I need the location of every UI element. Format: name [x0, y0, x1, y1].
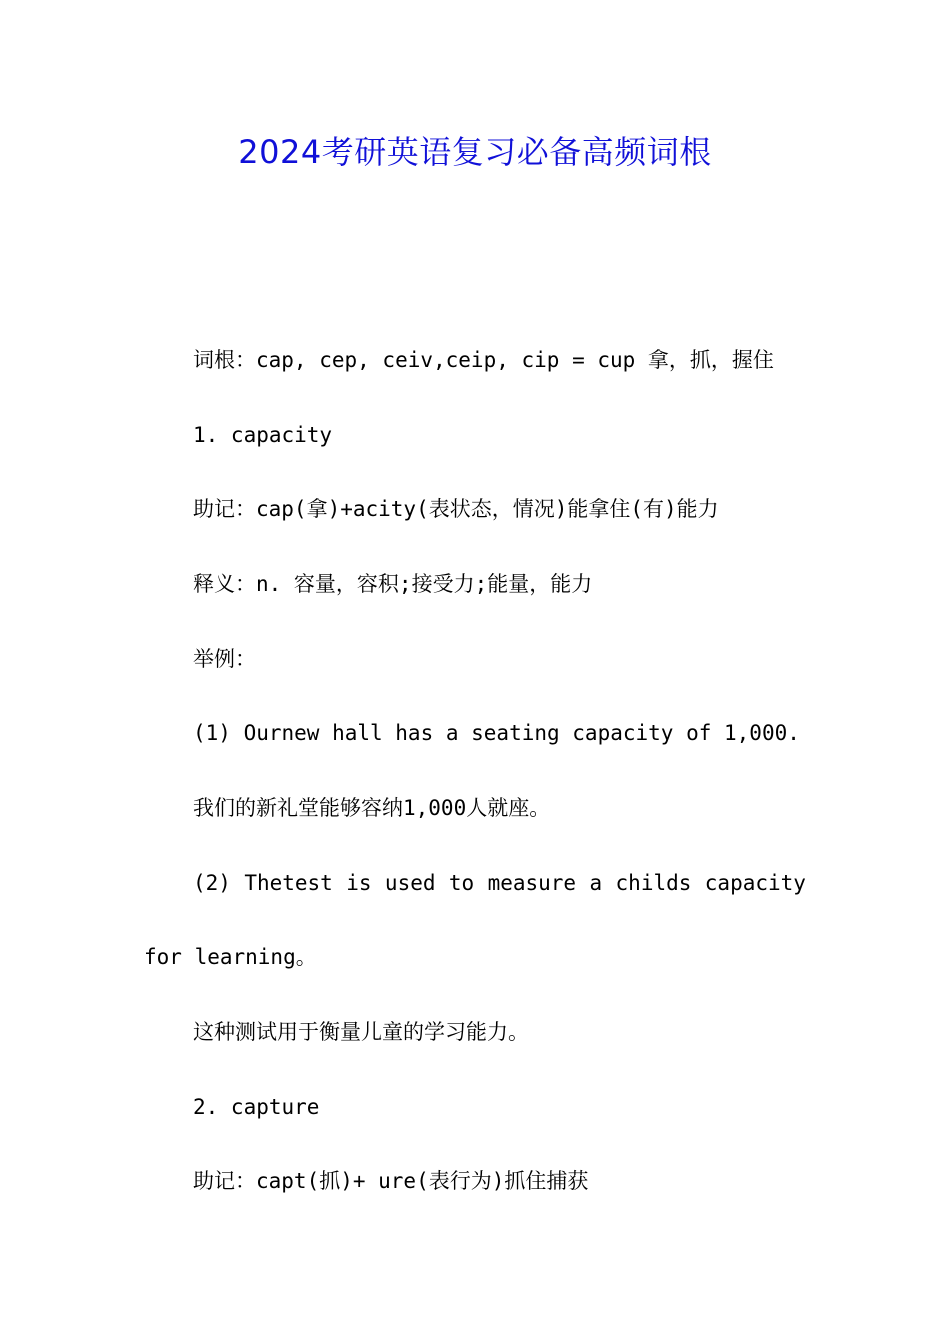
- example-2-word: measure: [487, 871, 577, 895]
- example-2-word: to: [448, 871, 475, 895]
- definition-line: 释义：n. 容量，容积;接受力;能量，能力: [193, 572, 593, 596]
- example-translation-2: 这种测试用于衡量儿童的学习能力。: [193, 1020, 529, 1044]
- example-2-word: is: [346, 871, 372, 895]
- example-2-word: childs: [615, 871, 692, 895]
- root-definition-line: 词根：cap, cep, ceiv,ceip, cip = cup 拿，抓，握住: [193, 348, 774, 372]
- example-2-word: capacity: [704, 871, 806, 895]
- example-2-word: Thetest: [244, 871, 333, 895]
- example-sentence-2-continued: for learning。: [144, 945, 317, 969]
- example-2-word: a: [589, 871, 603, 895]
- example-2-word: used: [384, 871, 436, 895]
- examples-label: 举例：: [193, 647, 256, 671]
- entry-heading-capture: 2. capture: [193, 1095, 320, 1119]
- example-sentence-1: (1) Ournew hall has a seating capacity of 1,000.: [193, 721, 800, 745]
- example-translation-1: 我们的新礼堂能够容纳1,000人就座。: [193, 796, 551, 820]
- entry-heading-capacity: 1. capacity: [193, 423, 333, 447]
- mnemonic-line: 助记：cap(拿)+acity(表状态，情况)能拿住(有)能力: [193, 497, 719, 521]
- example-2-word: (2): [193, 871, 231, 895]
- mnemonic-line-capture: 助记：capt(抓)+ ure(表行为)抓住捕获: [193, 1169, 589, 1193]
- example-sentence-2: [193, 868, 806, 898]
- document-title: 2024考研英语复习必备高频词根: [238, 133, 712, 171]
